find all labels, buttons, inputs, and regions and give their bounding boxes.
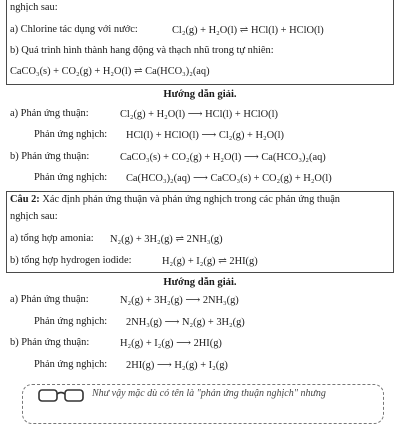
q2-line-1 (10, 194, 340, 205)
q2-b-label: b) tổng hợp hydrogen iodide: (10, 255, 132, 266)
g2-b-reverse-label: Phản ứng nghịch: (34, 359, 108, 370)
g1-a-reverse-equation: HCl(l) + HClO(l) ⟶ Cl₂(g) + H₂O(l) (126, 130, 284, 141)
q2-a-label: a) tổng hợp amonia: (10, 233, 94, 244)
g2-b-reverse-equation: 2HI(g) ⟶ H₂(g) + I₂(g) (126, 360, 228, 371)
q2-text-line-2: nghịch sau: (10, 211, 58, 222)
q1-a-label: a) Chlorine tác dụng với nước: (10, 24, 138, 35)
q2-label: Câu 2: (10, 194, 40, 205)
note-text: Như vậy mặc dù có tên là "phản ứng thuận nghịch" nhưng (92, 388, 326, 399)
g2-a-reverse-equation: 2NH₃(g) ⟶ N₂(g) + 3H₂(g) (126, 317, 245, 328)
g2-a-forward-equation: N₂(g) + 3H₂(g) ⟶ 2NH₃(g) (120, 295, 239, 306)
q1-b-equation: CaCO₃(s) + CO₂(g) + H₂O(l) ⇌ Ca(HCO₃)₂(aq) (10, 66, 210, 77)
g1-b-forward-equation: CaCO₃(s) + CO₂(g) + H₂O(l) ⟶ Ca(HCO₃)₂(aq) (120, 152, 326, 163)
g1-b-reverse-equation: Ca(HCO₃)₂(aq) ⟶ CaCO₃(s) + CO₂(g) + H₂O(l) (126, 173, 332, 184)
q1-a-equation: Cl₂(g) + H₂O(l) ⇌ HCl(l) + HClO(l) (172, 25, 324, 36)
q1-b-label: b) Quá trình hình thành hang động và thạch nhũ trong tự nhiên: (10, 45, 274, 56)
g1-a-forward-equation: Cl₂(g) + H₂O(l) ⟶ HCl(l) + HClO(l) (120, 109, 278, 120)
guide-1-heading: Hướng dẫn giải. (163, 89, 237, 100)
g1-b-forward-label: b) Phản ứng thuận: (10, 151, 90, 162)
q2-a-equation: N₂(g) + 3H₂(g) ⇌ 2NH₃(g) (110, 234, 223, 245)
g1-a-forward-label: a) Phản ứng thuận: (10, 108, 89, 119)
q1-intro-tail: nghịch sau: (10, 2, 58, 13)
guide-2-heading: Hướng dẫn giải. (163, 277, 237, 288)
g1-a-reverse-label: Phản ứng nghịch: (34, 129, 108, 140)
g2-a-reverse-label: Phản ứng nghịch: (34, 316, 108, 327)
g1-b-reverse-label: Phản ứng nghịch: (34, 172, 108, 183)
q2-text-line-1: Xác định phản ứng thuận và phản ứng nghịch trong các phản ứng thuận (42, 194, 340, 205)
g2-a-forward-label: a) Phản ứng thuận: (10, 294, 89, 305)
g2-b-forward-equation: H₂(g) + I₂(g) ⟶ 2HI(g) (120, 338, 222, 349)
g2-b-forward-label: b) Phản ứng thuận: (10, 337, 90, 348)
q2-b-equation: H₂(g) + I₂(g) ⇌ 2HI(g) (162, 256, 258, 267)
